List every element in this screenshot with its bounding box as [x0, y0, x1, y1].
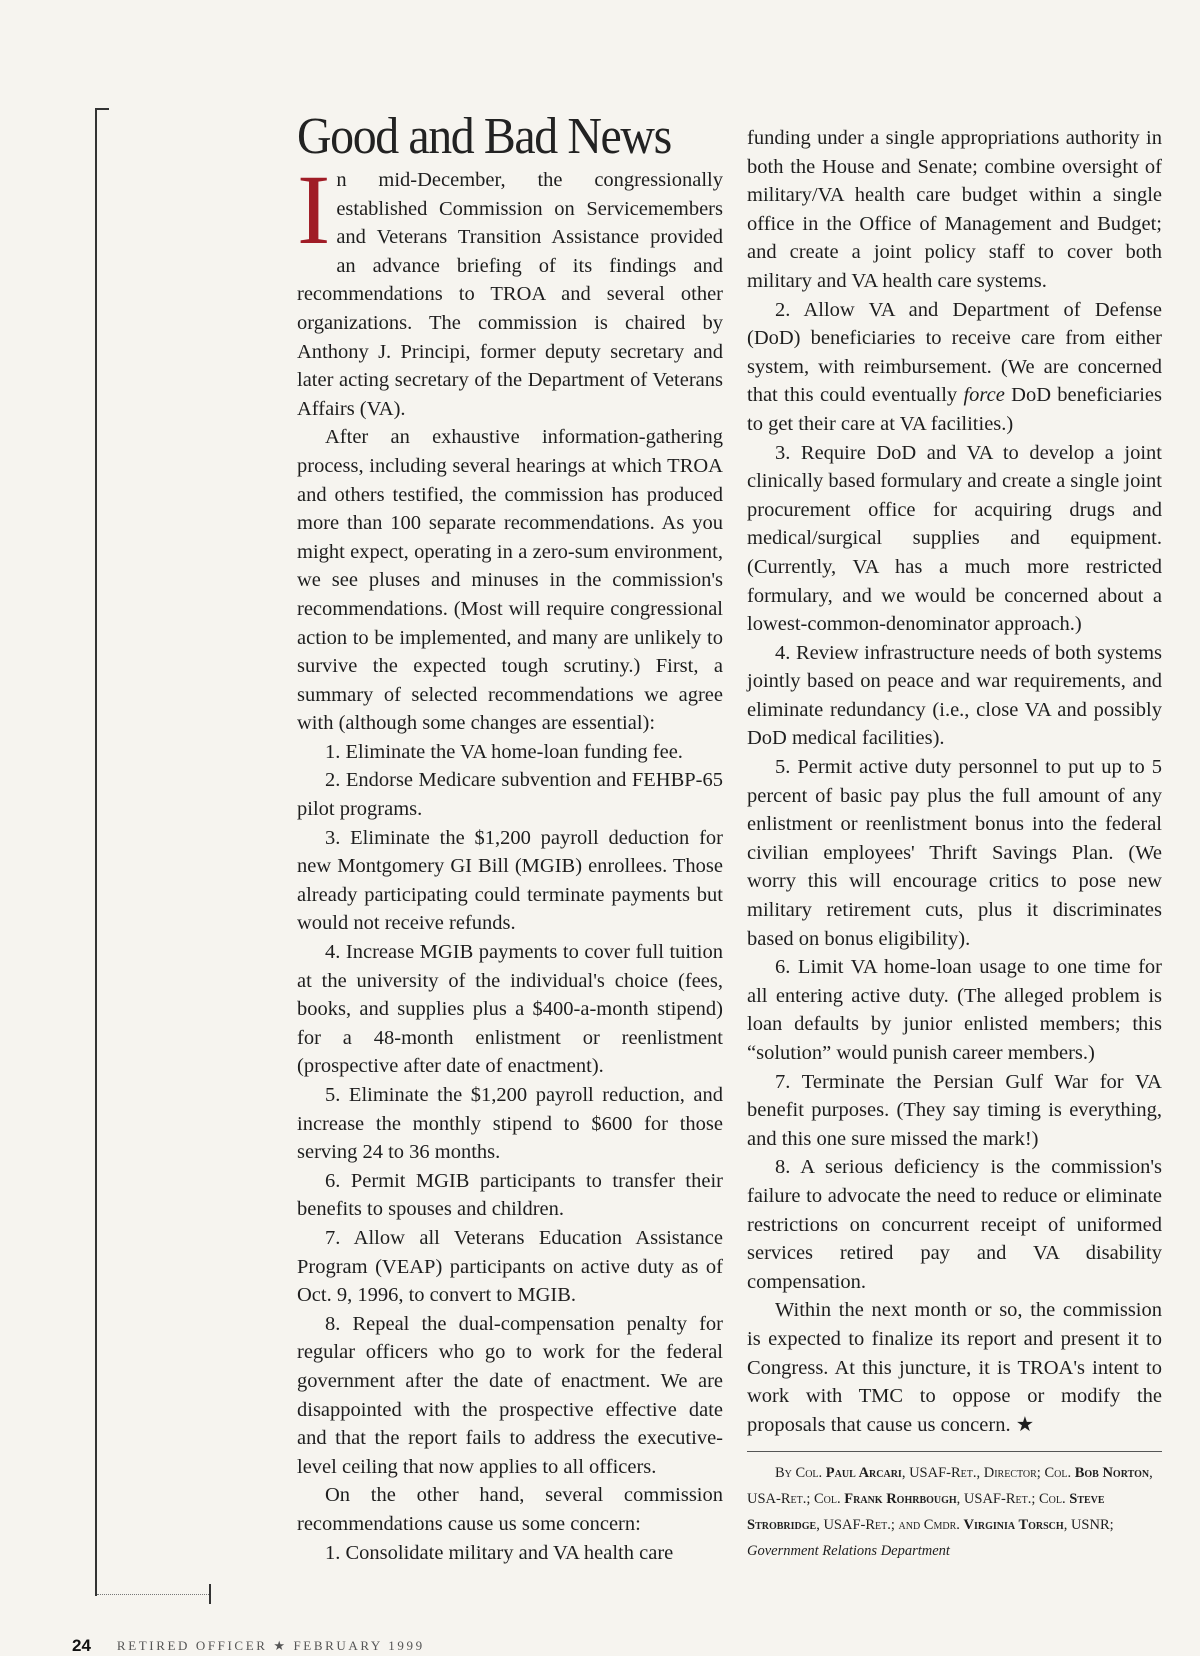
- text-run: DoD beneficiaries to get their care at VA facilities.): [747, 384, 1162, 435]
- list-item: [747, 296, 1162, 439]
- list-item: 1. Eliminate the VA home-loan funding fee.: [325, 740, 683, 763]
- author-name: Bob Norton: [1074, 1465, 1150, 1482]
- list-item: 5. Eliminate the $1,200 payroll reduction, and increase the monthly stipend to $600 for those serving 24 to 36 months.: [297, 1084, 723, 1164]
- author-rank: , USAF-Ret.; Col.: [956, 1491, 1066, 1508]
- closing-paragraph: Within the next month or so, the commission is expected to finalize its report and present it to Congress. At this juncture, it is TROA's intent to work with TMC to oppose or modify the proposals that cause us concern. ★: [747, 1299, 1162, 1436]
- drop-cap: I: [297, 154, 331, 265]
- margin-rule: [95, 108, 109, 110]
- author-rank: , USNR;: [1063, 1517, 1114, 1534]
- margin-rule: [95, 108, 97, 1596]
- list-item: 3. Eliminate the $1,200 payroll deduction for new Montgomery GI Bill (MGIB) enrollees. Those already participating could terminate payments but would not receive refunds.: [297, 826, 723, 935]
- article-title: Good and Bad News: [297, 108, 671, 165]
- author-rank: , USAF-Ret., Director; Col.: [901, 1465, 1072, 1482]
- author-name: Frank Rohrbough: [844, 1491, 957, 1508]
- list-item: 7. Allow all Veterans Education Assistance Program (VEAP) participants on active duty as of Oct. 9, 1996, to convert to MGIB.: [297, 1226, 723, 1307]
- dotted-divider: [97, 1594, 209, 1595]
- continued-paragraph: funding under a single appropriations authority in both the House and Senate; combine oversight of military/VA health care budget within a single office in the Office of Management and Budget; and create a joint policy staff to cover both military and VA health care systems.: [747, 127, 1162, 292]
- running-title: RETIRED OFFICER ★ FEBRUARY 1999: [116, 1638, 425, 1653]
- list-item: 6. Permit MGIB participants to transfer their benefits to spouses and children.: [297, 1169, 723, 1221]
- lead-text: n mid-December, the congressionally established Commission on Servicemembers and Veterans Transition Assistance provided an advance briefing of its findings and recommendations to TROA and several other organizations. The commission is chaired by Anthony J. Principi, former deputy secretary and later acting secretary of the Department of Veterans Affairs (VA).: [297, 169, 723, 420]
- list-item: 4. Increase MGIB payments to cover full tuition at the university of the individual's choice (fees, books, and supplies plus a $400-a-month stipend) for a 48-month enlistment or reenlistment (prospective after date of enactment).: [297, 941, 723, 1078]
- list-item: 6. Limit VA home-loan usage to one time for all entering active duty. (The alleged problem is loan defaults by junior enlisted members; this “solution” would punish career members.): [747, 956, 1162, 1064]
- author-name: Steve Strobridge: [747, 1491, 1105, 1534]
- list-item: 8. Repeal the dual-compensation penalty for regular officers who go to work for the federal government after the date of enactment. We are disappointed with the prospective effective date and that the report fails to address the executive-level ceiling that now applies to all officers.: [297, 1312, 723, 1478]
- paragraph: After an exhaustive information-gathering process, including several hearings at which TROA and others testified, the commission has produced more than 100 separate recommendations. As you might expect, operating in a zero-sum environment, we see pluses and minuses in the commission's recommendations. (Most will require congressional action to be implemented, and many are unlikely to survive the expected tough scrutiny.) First, a summary of selected recommendations we agree with (although some changes are essential):: [297, 426, 723, 735]
- list-item: 1. Consolidate military and VA health care: [325, 1541, 674, 1564]
- right-column: [747, 124, 1162, 1564]
- author-name: Paul Arcari: [825, 1465, 902, 1482]
- list-item: 7. Terminate the Persian Gulf War for VA benefit purposes. (They say timing is everything, and this one sure missed the mark!): [747, 1070, 1162, 1150]
- author-rank: , USAF-Ret.; and Cmdr.: [816, 1517, 960, 1534]
- emphasis-text: force: [963, 384, 1005, 407]
- margin-tick: [209, 1584, 211, 1604]
- page-number: 24: [72, 1636, 91, 1655]
- list-item: 3. Require DoD and VA to develop a joint clinically based formulary and create a single joint procurement office for acquiring drugs and medical/surgical supplies and equipment. (Currently, VA has a much more restricted formulary, and we would be concerned about a lowest-common-denominator approach.): [747, 441, 1162, 636]
- text-run: 2. Allow VA and Department of Defense (DoD) beneficiaries to receive care from either system, with reimbursement. (We are concerned that this could eventually: [747, 298, 1162, 407]
- byline-divider: [747, 1451, 1162, 1452]
- department-name: Government Relations Department: [747, 1543, 950, 1560]
- list-item: 8. A serious deficiency is the commission's failure to advocate the need to reduce or eliminate restrictions on concurrent receipt of uniformed services retired pay and VA disability compensation.: [747, 1156, 1162, 1293]
- list-item: 4. Review infrastructure needs of both systems jointly based on peace and war requirements, and eliminate redundancy (i.e., close VA and possibly DoD medical facilities).: [747, 641, 1162, 750]
- author-rank: , USA-Ret.; Col.: [747, 1465, 1153, 1508]
- lead-paragraph: [297, 154, 723, 423]
- list-item: 5. Permit active duty personnel to put up to 5 percent of basic pay plus the full amount of any enlistment or reenlistment bonus into the federal civilian employees' Thrift Savings Plan. (We worry this will encourage critics to pose new military retirement cuts, plus it discriminates based on bonus eligibility).: [747, 756, 1162, 950]
- byline-prefix: By Col.: [775, 1465, 823, 1482]
- list-item: 2. Endorse Medicare subvention and FEHBP-65 pilot programs.: [297, 769, 723, 821]
- paragraph: On the other hand, several commission recommendations cause us some concern:: [297, 1484, 723, 1535]
- left-column: [297, 110, 723, 1567]
- author-name: Virginia Torsch: [963, 1517, 1064, 1534]
- byline: [747, 1460, 1162, 1564]
- page-footer: [72, 1636, 425, 1656]
